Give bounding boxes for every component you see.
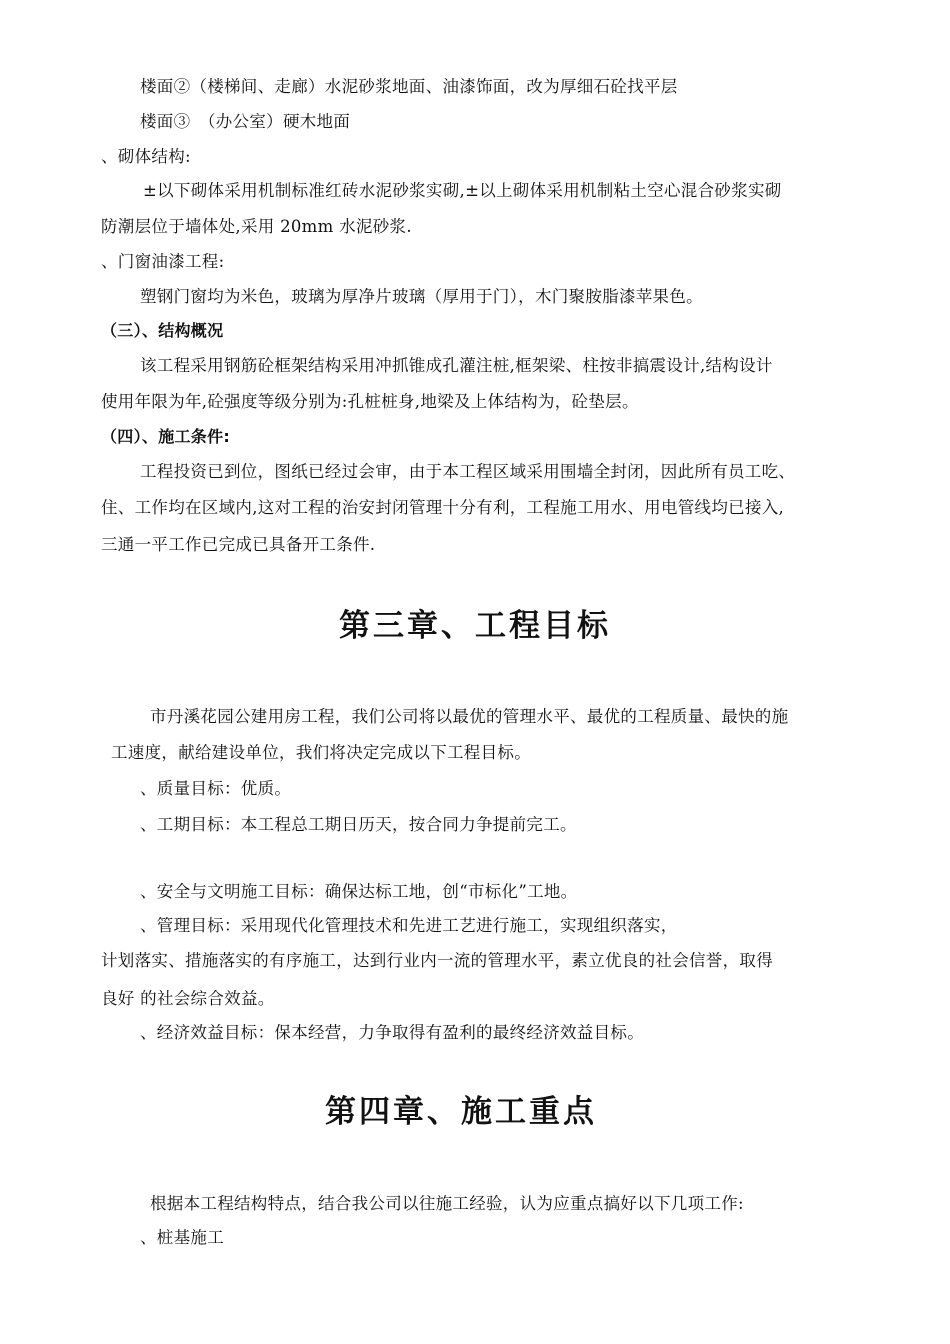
goal-management-1: 、管理目标：采用现代化管理技术和先进工艺进行施工，实现组织落实， xyxy=(140,916,678,935)
chapter-4-intro: 根据本工程结构特点，结合我公司以往施工经验，认为应重点搞好以下几项工作: xyxy=(150,1194,744,1213)
chapter-4-title: 第四章、施工重点 xyxy=(325,1094,597,1130)
conditions-line-1: 工程投资已到位，图纸已经过会审，由于本工程区域采用围墙全封闭，因此所有员工吃、 xyxy=(140,462,796,481)
masonry-heading: 、砌体结构: xyxy=(101,147,191,166)
conditions-line-2: 住、工作均在区域内,这对工程的治安封闭管理十分有利，工程施工用水、用电管线均已接入, xyxy=(101,498,785,517)
goal-economic: 、经济效益目标：保本经营，力争取得有盈利的最终经济效益目标。 xyxy=(140,1023,644,1042)
structure-heading: （三）、结构概况 xyxy=(101,321,224,340)
conditions-line-3: 三通一平工作已完成已具备开工条件. xyxy=(101,535,376,554)
goal-safety: 、安全与文明施工目标：确保达标工地，创“市标化”工地。 xyxy=(140,882,578,901)
chapter-3-intro-2: 工速度，献给建设单位，我们将决定完成以下工程目标。 xyxy=(111,743,531,762)
goal-quality: 、质量目标：优质。 xyxy=(140,779,292,798)
conditions-heading: （四）、施工条件: xyxy=(101,427,231,446)
chapter-3-intro-1: 市丹溪花园公建用房工程，我们公司将以最优的管理水平、最优的工程质量、最快的施 xyxy=(150,707,789,726)
masonry-line-2: 防潮层位于墙体处,采用 20mm 水泥砂浆. xyxy=(101,217,412,236)
structure-line-1: 该工程采用钢筋砼框架结构采用冲抓锥成孔灌注桩,框架梁、柱按非搞震设计,结构设计 xyxy=(140,356,773,375)
structure-line-2: 使用年限为年,砼强度等级分别为:孔桩桩身,地梁及上体结构为，砼垫层。 xyxy=(101,392,639,411)
goal-management-2: 计划落实、措施落实的有序施工，达到行业内一流的管理水平，素立优良的社会信誉，取得 xyxy=(101,951,773,970)
doors-windows-heading: 、门窗油漆工程: xyxy=(101,252,225,271)
masonry-line-1: ±以下砌体采用机制标准红砖水泥砂浆实砌,±以上砌体采用机制粘土空心混合砂浆实砌 xyxy=(143,181,782,200)
floor2-finish-text: 楼面②（楼梯间、走廊）水泥砂浆地面、油漆饰面，改为厚细石砼找平层 xyxy=(140,77,678,96)
chapter-4-item-1: 、桩基施工 xyxy=(140,1228,224,1247)
goal-management-3: 良好 的社会综合效益。 xyxy=(101,989,275,1008)
goal-schedule: 、工期目标：本工程总工期日历天，按合同力争提前完工。 xyxy=(140,815,577,834)
floor3-finish-text: 楼面③ （办公室）硬木地面 xyxy=(140,112,351,131)
chapter-3-title: 第三章、工程目标 xyxy=(339,608,611,644)
doors-windows-line-1: 塑钢门窗均为米色，玻璃为厚净片玻璃（厚用于门），木门聚胺脂漆苹果色。 xyxy=(140,287,703,306)
